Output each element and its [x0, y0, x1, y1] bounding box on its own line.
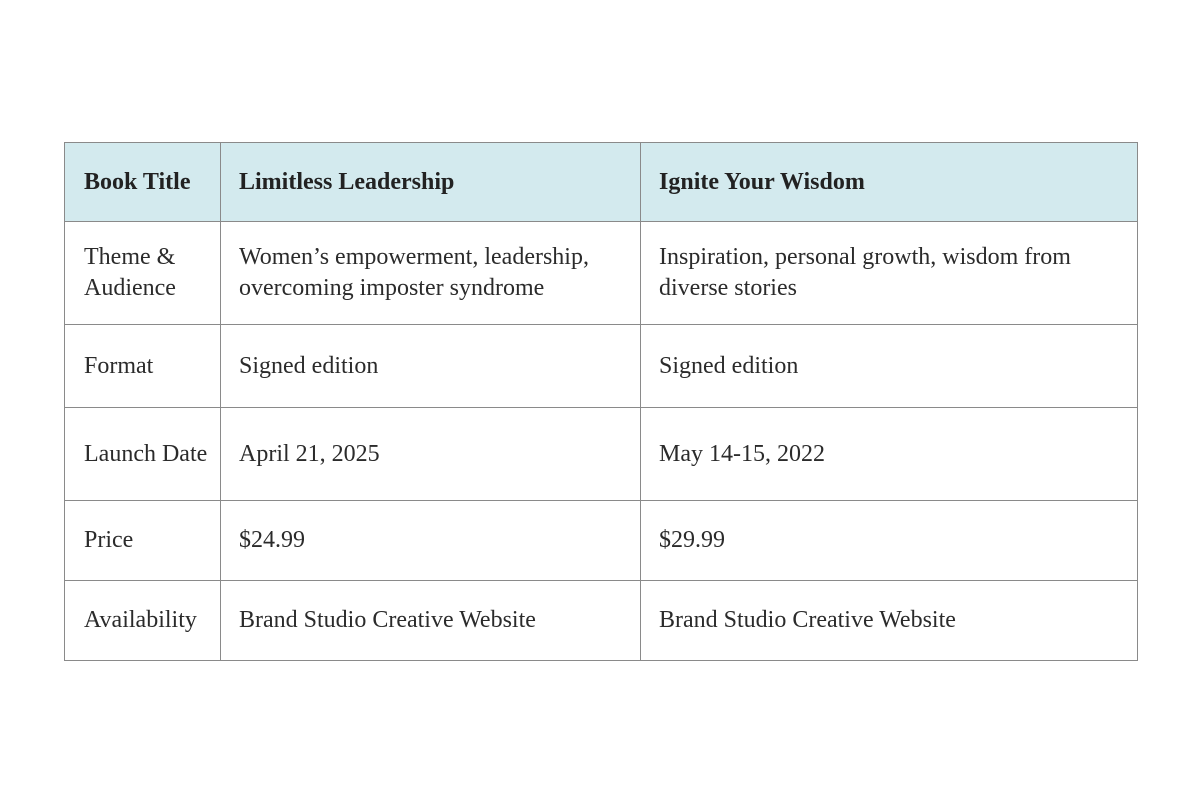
table-row-price	[65, 501, 1138, 581]
row-label: Price	[65, 501, 221, 581]
table-row-availability	[65, 581, 1138, 661]
book2-cell: Inspiration, personal growth, wisdom from diverse stories	[641, 222, 1138, 325]
table-row-format	[65, 325, 1138, 408]
row-label: Launch Date	[65, 408, 221, 501]
book2-cell: $29.99	[641, 501, 1138, 581]
book1-cell: Signed edition	[221, 325, 641, 408]
book1-cell: April 21, 2025	[221, 408, 641, 501]
row-label: Theme & Audience	[65, 222, 221, 325]
book2-cell: May 14-15, 2022	[641, 408, 1138, 501]
book1-cell: $24.99	[221, 501, 641, 581]
row-label: Format	[65, 325, 221, 408]
header-book2-title: Ignite Your Wisdom	[641, 143, 1138, 222]
book-comparison-table	[64, 142, 1138, 661]
header-book-title-label: Book Title	[65, 143, 221, 222]
book2-cell: Signed edition	[641, 325, 1138, 408]
book2-cell: Brand Studio Creative Website	[641, 581, 1138, 661]
table-row-launch-date	[65, 408, 1138, 501]
header-book1-title: Limitless Leadership	[221, 143, 641, 222]
table-row-theme-audience	[65, 222, 1138, 325]
book1-cell: Women’s empowerment, leadership, overcoming imposter syndrome	[221, 222, 641, 325]
row-label: Availability	[65, 581, 221, 661]
table-header-row	[65, 143, 1138, 222]
book1-cell: Brand Studio Creative Website	[221, 581, 641, 661]
